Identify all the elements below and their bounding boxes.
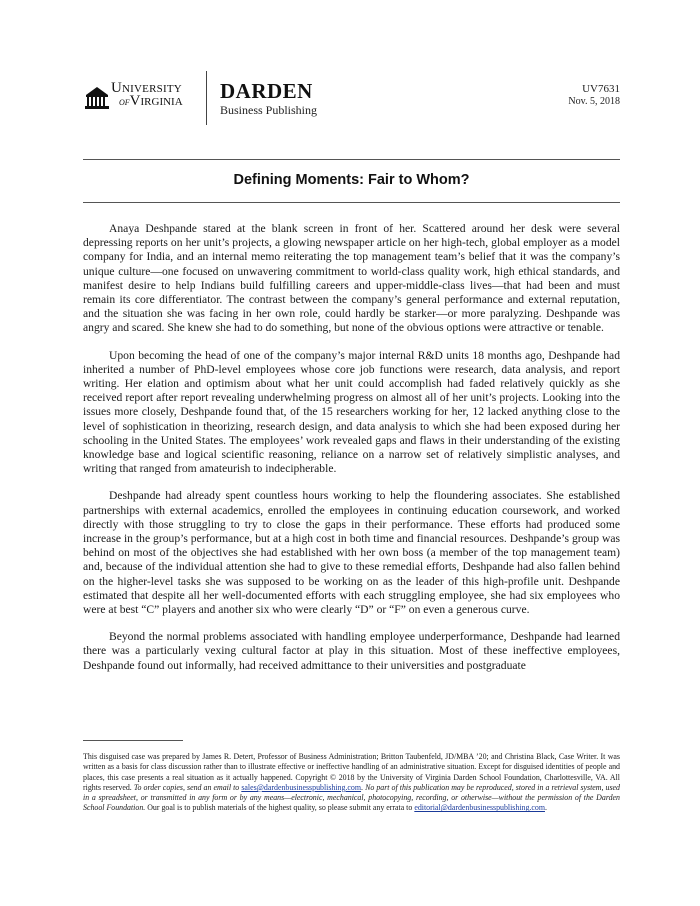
paragraph: Deshpande had already spent countless hours working to help the floundering associates. She established partnerships with external academics, enrolled the employees in continuing education coursework, and worked directly with those struggling to try to close the gaps in their performance. These efforts had produced some increase in the group’s performance, but at a high cost in both time and financial resources. Deshpande’s group was behind on most of the objectives she had established with her own boss (a member of the top management team) and, because of the individual attention she had to give to these remedial efforts, Deshpande had also fallen behind on the higher-level tasks she was supposed to be working on as the leader of this high-profile unit. Deshpande estimated that despite all her well-documented efforts with each struggling employee, she had six employees who were at best “C” players and another six who were clearly “D” or “F” on even a generous curve.: [83, 489, 620, 617]
darden-logo-subtitle: Business Publishing: [220, 103, 318, 117]
uva-logo: [84, 80, 194, 116]
case-body: [83, 222, 620, 686]
title-rule-top: [83, 159, 620, 160]
page-title: Defining Moments: Fair to Whom?: [233, 172, 470, 188]
rotunda-icon: [84, 84, 110, 110]
title-rule-bottom: [83, 202, 620, 203]
footnote-order-text: To order copies, send an email to: [133, 782, 240, 792]
logo-divider: [206, 71, 207, 125]
footnote-errata-text: Our goal is to publish materials of the highest quality, so please submit any errata to: [147, 803, 413, 813]
uva-line2: ofVirginia: [119, 93, 183, 109]
case-date: Nov. 5, 2018: [568, 96, 620, 107]
paragraph: Beyond the normal problems associated with handling employee underperformance, Deshpande had learned there was a particularly vexing cultural factor at play in this situation. Most of these ineffective employees, Deshpande found out informally, had received admittance to their universities and postgraduate: [83, 630, 620, 672]
footnote-rule: [83, 740, 183, 741]
case-number: UV7631: [582, 83, 620, 95]
sales-email-link[interactable]: sales@dardenbusinesspublishing.com: [241, 782, 362, 792]
footnote-rights-text: No part of this publication may be reproduced, stored in a retrieval system, used in a spreadsheet, or transmitted in any form or by any means—electronic, mechanical, photocopying, recording, or otherwise—without the permission of the Darden School Foundation.: [83, 782, 620, 813]
paragraph: Upon becoming the head of one of the company’s major internal R&D units 18 months ago, Deshpande had inherited a number of PhD-level employees whose core job functions were research, data analysis, and report writing. Her elation and optimism about what her unit could accomplish had faded relatively quickly as she received report after report revealing underwhelming progress on almost all of her unit’s projects. Looking into the issues more closely, Deshpande found that, of the 15 researchers working for her, 12 lacked anything close to the level of sophistication in theorizing, research design, and data analysis to which she had been exposed during her schooling in the United States. The employees’ work revealed gaps and flaws in their understanding of the existing knowledge base and logical scientific reasoning, reliance on a narrow set of relatively simplistic analyses, and writing that ranged from amateurish to indecipherable.: [83, 348, 620, 476]
footnote: This disguised case was prepared by James R. Detert, Professor of Business Administration; Britton Taubenfeld, JD/MBA ’20; and Christina Black, Case Writer. It was written as a basis for class discussion rather than to illustrate effective or ineffective handling of an administrative situation. Except for disguised identities of people and places, this case presents a real situation as it actually happened. Copyright © 2018 by the University of Virginia Darden School Foundation, Charlottesville, VA. All rights reserved. To order copies, send an email to sales@dardenbusinesspublishing.com. No part of this publication may be reproduced, stored in a retrieval system, used in a spreadsheet, or transmitted in any form or by any means—electronic, mechanical, photocopying, recording, or otherwise—without the permission of the Darden School Foundation. Our goal is to publish materials of the highest quality, so please submit any errata to editorial@dardenbusinesspublishing.com.: [83, 752, 620, 813]
uva-line1: University: [111, 80, 182, 96]
footnote-text: This disguised case was prepared by James R. Detert, Professor of Business Administration; Britton Taubenfeld, JD/MBA ’20; and Christina Black, Case Writer. It was written as a basis for class discussion rather than to illustrate effective or ineffective handling of an administrative situation. Except for disguised identities of people and places, this case presents a real situation as it actually happened. Copyright © 2018 by the University of Virginia Darden School Foundation, Charlottesville, VA. All rights reserved.: [83, 752, 620, 792]
editorial-email-link[interactable]: editorial@dardenbusinesspublishing.com: [414, 803, 545, 813]
paragraph: Anaya Deshpande stared at the blank screen in front of her. Scattered around her desk were several depressing reports on her unit’s projects, a glowing newspaper article on her high-tech, global employer as a model company for India, and an internal memo reiterating the top management team’s belief that it was the company’s unique culture—one focused on unwavering commitment to world-class quality work, high ethical standards, and manifest desire to help Indians build fulfilling careers and upper-middle-class lives—that had been and must remain its core differentiator. The contrast between the company’s general performance and external reputation, and the situation she was facing in her own role, could hardly be starker—or more paralyzing. Deshpande was angry and scared. She knew she had to do something, but none of the obvious options were attractive or tenable.: [83, 222, 620, 335]
darden-logo-name: DARDEN: [220, 79, 313, 103]
